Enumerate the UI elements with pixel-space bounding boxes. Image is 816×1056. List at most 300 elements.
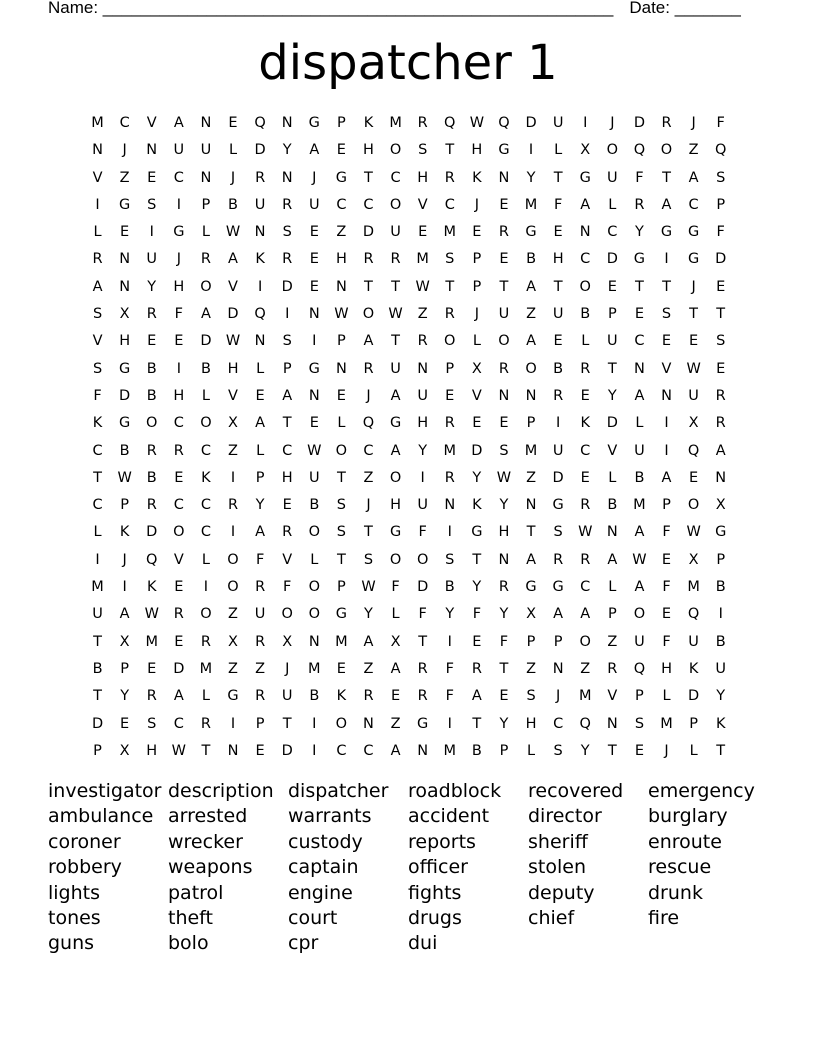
grid-letter: P bbox=[499, 742, 509, 759]
grid-letter: R bbox=[417, 333, 428, 350]
grid-letter: H bbox=[146, 742, 158, 759]
grid-letter: H bbox=[335, 251, 347, 268]
grid-letter: T bbox=[472, 715, 482, 732]
grid-letter: D bbox=[146, 524, 158, 541]
grid-letter: P bbox=[445, 360, 455, 377]
grid-letter: Z bbox=[228, 606, 238, 623]
word-bank-item: fire bbox=[648, 906, 680, 929]
grid-letter: I bbox=[718, 606, 723, 623]
grid-letter: P bbox=[282, 360, 292, 377]
grid-letter: C bbox=[688, 196, 699, 213]
grid-letter: P bbox=[337, 115, 346, 131]
grid-letter: Z bbox=[363, 660, 374, 677]
grid-letter: A bbox=[580, 606, 591, 623]
grid-letter: E bbox=[499, 251, 509, 268]
grid-letter: W bbox=[361, 579, 376, 596]
grid-letter: E bbox=[580, 469, 590, 486]
grid-letter: H bbox=[525, 715, 537, 732]
grid-letter: U bbox=[254, 196, 266, 213]
grid-letter: G bbox=[498, 142, 510, 159]
grid-letter: Y bbox=[445, 606, 455, 623]
grid-letter: H bbox=[471, 142, 483, 159]
grid-letter: G bbox=[525, 224, 537, 241]
grid-letter: C bbox=[363, 442, 374, 459]
grid-letter: J bbox=[691, 278, 696, 295]
grid-letter: T bbox=[93, 633, 102, 650]
grid-letter: P bbox=[255, 469, 265, 486]
grid-letter: L bbox=[201, 688, 210, 705]
grid-letter: G bbox=[525, 579, 537, 596]
grid-letter: M bbox=[524, 442, 538, 459]
grid-letter: Y bbox=[364, 606, 373, 623]
grid-letter: T bbox=[662, 278, 671, 295]
grid-letter: R bbox=[417, 115, 428, 131]
grid-letter: W bbox=[307, 442, 322, 459]
grid-letter: I bbox=[230, 469, 236, 486]
grid-letter: R bbox=[471, 660, 482, 677]
grid-letter: E bbox=[445, 387, 455, 404]
grid-letter: L bbox=[93, 524, 102, 541]
grid-letter: I bbox=[285, 306, 290, 323]
word-search-grid bbox=[84, 110, 734, 765]
grid-letter: H bbox=[498, 524, 510, 541]
grid-letter: W bbox=[686, 360, 701, 377]
grid-letter: O bbox=[416, 551, 429, 568]
grid-letter: F bbox=[662, 633, 671, 650]
grid-letter: L bbox=[608, 469, 617, 486]
grid-letter: M bbox=[633, 497, 646, 514]
grid-letter: S bbox=[716, 333, 726, 350]
grid-letter: N bbox=[254, 224, 266, 241]
grid-letter: O bbox=[308, 606, 320, 623]
grid-letter: C bbox=[363, 742, 374, 759]
grid-letter: P bbox=[662, 497, 671, 514]
grid-letter: R bbox=[282, 196, 293, 213]
grid-letter: U bbox=[417, 387, 428, 404]
grid-letter: N bbox=[715, 469, 727, 486]
grid-letter: R bbox=[444, 469, 455, 486]
grid-letter: S bbox=[92, 306, 103, 323]
grid-letter: A bbox=[228, 251, 238, 268]
grid-letter: S bbox=[282, 224, 292, 241]
word-bank-item: officer bbox=[408, 856, 468, 879]
grid-letter: D bbox=[606, 415, 618, 432]
grid-letter: L bbox=[310, 551, 319, 568]
grid-letter: A bbox=[715, 442, 726, 459]
grid-letter: N bbox=[335, 278, 347, 295]
grid-letter: U bbox=[417, 497, 428, 514]
grid-letter: I bbox=[312, 333, 317, 350]
grid-letter: W bbox=[225, 333, 241, 350]
grid-letter: I bbox=[203, 579, 209, 596]
grid-letter: I bbox=[122, 579, 127, 596]
grid-letter: A bbox=[390, 387, 401, 404]
grid-letter: V bbox=[173, 551, 184, 568]
grid-letter: S bbox=[147, 196, 157, 213]
grid-letter: G bbox=[119, 415, 131, 432]
grid-letter: O bbox=[335, 442, 348, 459]
grid-letter: R bbox=[255, 633, 266, 650]
grid-letter: Y bbox=[580, 742, 590, 759]
grid-letter: Y bbox=[499, 606, 509, 623]
grid-letter: G bbox=[552, 497, 564, 514]
grid-letter: C bbox=[390, 169, 401, 186]
grid-letter: T bbox=[282, 715, 292, 732]
grid-letter: R bbox=[444, 306, 455, 323]
grid-letter: R bbox=[607, 660, 618, 677]
grid-letter: I bbox=[312, 715, 317, 732]
grid-letter: T bbox=[364, 524, 373, 541]
grid-letter: N bbox=[552, 660, 564, 677]
grid-letter: P bbox=[526, 415, 536, 432]
grid-letter: R bbox=[173, 606, 184, 623]
grid-letter: B bbox=[634, 469, 645, 486]
grid-letter: F bbox=[445, 688, 454, 705]
grid-letter: I bbox=[447, 524, 452, 541]
grid-letter: M bbox=[443, 442, 457, 459]
grid-letter: X bbox=[471, 360, 482, 377]
grid-letter: I bbox=[664, 251, 669, 268]
grid-letter: J bbox=[230, 169, 236, 186]
grid-letter: T bbox=[364, 169, 373, 186]
grid-letter: L bbox=[201, 387, 210, 404]
grid-letter: T bbox=[472, 551, 482, 568]
grid-letter: C bbox=[200, 524, 211, 541]
word-bank-item: director bbox=[528, 805, 602, 828]
grid-letter: I bbox=[447, 715, 452, 732]
grid-letter: I bbox=[149, 224, 154, 241]
grid-letter: D bbox=[633, 115, 645, 131]
grid-letter: A bbox=[363, 633, 374, 650]
grid-letter: Z bbox=[228, 442, 238, 459]
grid-letter: S bbox=[92, 360, 103, 377]
grid-letter: V bbox=[607, 688, 618, 705]
grid-letter: C bbox=[200, 497, 211, 514]
grid-letter: E bbox=[147, 333, 157, 350]
grid-letter: E bbox=[661, 606, 672, 623]
grid-letter: H bbox=[227, 360, 239, 377]
grid-letter: R bbox=[146, 497, 157, 514]
grid-letter: Y bbox=[607, 387, 617, 404]
word-bank-item: accident bbox=[408, 805, 490, 828]
grid-letter: P bbox=[120, 660, 130, 677]
grid-letter: F bbox=[283, 579, 292, 596]
word-bank-item: investigator bbox=[48, 780, 162, 802]
grid-letter: M bbox=[91, 579, 104, 596]
grid-letter: G bbox=[335, 606, 348, 623]
grid-letter: I bbox=[95, 551, 100, 568]
grid-letter: S bbox=[553, 524, 563, 541]
grid-letter: A bbox=[471, 688, 482, 705]
grid-letter: P bbox=[716, 551, 726, 568]
grid-letter: B bbox=[309, 497, 320, 514]
grid-letter: A bbox=[390, 742, 401, 759]
grid-letter: U bbox=[634, 442, 645, 459]
grid-letter: J bbox=[474, 306, 479, 323]
grid-letter: E bbox=[147, 169, 157, 186]
grid-letter: D bbox=[525, 115, 537, 131]
grid-letter: Y bbox=[499, 715, 509, 732]
grid-letter: E bbox=[255, 387, 265, 404]
word-bank-item: stolen bbox=[528, 856, 586, 879]
grid-letter: L bbox=[337, 415, 346, 432]
grid-letter: R bbox=[390, 251, 401, 268]
grid-letter: E bbox=[255, 742, 265, 759]
grid-letter: N bbox=[281, 115, 293, 131]
grid-letter: S bbox=[553, 742, 563, 759]
grid-letter: N bbox=[525, 387, 537, 404]
grid-letter: J bbox=[610, 115, 615, 131]
grid-letter: M bbox=[145, 633, 158, 650]
grid-letter: J bbox=[366, 387, 371, 404]
grid-letter: R bbox=[498, 224, 509, 241]
grid-letter: O bbox=[200, 606, 212, 623]
grid-letter: C bbox=[580, 442, 591, 459]
grid-letter: T bbox=[499, 278, 509, 295]
grid-letter: U bbox=[254, 606, 266, 623]
grid-letter: J bbox=[285, 660, 290, 677]
grid-letter: C bbox=[119, 115, 130, 131]
grid-letter: S bbox=[661, 306, 672, 323]
grid-letter: U bbox=[552, 442, 564, 459]
grid-letter: K bbox=[688, 660, 699, 677]
grid-letter: E bbox=[499, 415, 509, 432]
grid-letter: U bbox=[308, 196, 320, 213]
grid-letter: X bbox=[228, 415, 238, 432]
grid-letter: A bbox=[255, 415, 266, 432]
grid-letter: W bbox=[469, 115, 485, 131]
grid-letter: U bbox=[390, 224, 401, 241]
grid-letter: U bbox=[634, 633, 645, 650]
word-bank-item: reports bbox=[408, 830, 476, 853]
grid-letter: P bbox=[607, 306, 617, 323]
grid-letter: N bbox=[335, 360, 347, 377]
grid-letter: A bbox=[526, 333, 536, 350]
grid-letter: F bbox=[255, 551, 265, 568]
grid-letter: X bbox=[715, 497, 726, 514]
grid-letter: O bbox=[579, 633, 591, 650]
word-bank-item: bolo bbox=[168, 932, 209, 955]
grid-letter: I bbox=[230, 715, 236, 732]
grid-letter: Y bbox=[526, 169, 536, 186]
grid-letter: Z bbox=[526, 306, 537, 323]
grid-letter: C bbox=[444, 196, 455, 213]
word-bank-item: sheriff bbox=[528, 830, 588, 853]
grid-letter: N bbox=[281, 169, 293, 186]
grid-letter: F bbox=[499, 633, 509, 650]
grid-letter: U bbox=[390, 360, 401, 377]
grid-letter: V bbox=[146, 115, 157, 131]
grid-letter: P bbox=[337, 579, 346, 596]
grid-letter: M bbox=[308, 660, 321, 677]
grid-letter: E bbox=[418, 224, 428, 241]
grid-letter: E bbox=[120, 224, 130, 241]
grid-letter: I bbox=[556, 415, 561, 432]
grid-letter: N bbox=[200, 169, 212, 186]
grid-letter: S bbox=[363, 551, 374, 568]
grid-letter: I bbox=[176, 196, 181, 213]
grid-letter: T bbox=[93, 688, 102, 705]
grid-letter: O bbox=[335, 715, 348, 732]
grid-letter: G bbox=[335, 169, 348, 186]
grid-letter: P bbox=[716, 196, 726, 213]
grid-letter: L bbox=[93, 224, 102, 241]
word-bank-item: warrants bbox=[288, 805, 372, 828]
grid-letter: E bbox=[553, 224, 563, 241]
grid-letter: H bbox=[363, 142, 374, 159]
grid-letter: I bbox=[257, 278, 263, 295]
grid-letter: S bbox=[147, 715, 157, 732]
grid-letter: M bbox=[335, 633, 348, 650]
grid-letter: X bbox=[228, 633, 238, 650]
grid-letter: U bbox=[92, 606, 103, 623]
grid-letter: E bbox=[580, 387, 590, 404]
grid-letter: R bbox=[282, 251, 293, 268]
grid-letter: D bbox=[227, 306, 239, 323]
grid-letter: N bbox=[498, 169, 510, 186]
grid-letter: R bbox=[580, 360, 591, 377]
grid-letter: X bbox=[119, 306, 130, 323]
grid-letter: L bbox=[228, 142, 238, 159]
grid-letter: G bbox=[227, 688, 239, 705]
grid-letter: W bbox=[415, 278, 430, 295]
grid-letter: F bbox=[662, 524, 671, 541]
grid-letter: B bbox=[146, 469, 157, 486]
grid-letter: G bbox=[119, 360, 131, 377]
grid-letter: I bbox=[312, 742, 317, 759]
grid-letter: G bbox=[471, 524, 483, 541]
grid-letter: N bbox=[119, 278, 131, 295]
grid-letter: K bbox=[255, 251, 265, 268]
grid-letter: M bbox=[524, 196, 538, 213]
grid-letter: N bbox=[498, 387, 510, 404]
grid-letter: K bbox=[363, 115, 374, 131]
name-field-label: Name: ______________________________________________________ bbox=[48, 0, 614, 17]
grid-letter: U bbox=[688, 633, 699, 650]
grid-letter: H bbox=[119, 333, 131, 350]
grid-letter: E bbox=[499, 688, 509, 705]
grid-letter: M bbox=[687, 579, 700, 596]
grid-letter: O bbox=[146, 415, 158, 432]
grid-letter: L bbox=[554, 142, 563, 159]
grid-letter: Q bbox=[633, 660, 646, 677]
grid-letter: O bbox=[308, 579, 320, 596]
grid-letter: W bbox=[144, 606, 159, 623]
grid-letter: A bbox=[390, 442, 401, 459]
word-bank-item: weapons bbox=[168, 856, 253, 879]
grid-letter: P bbox=[201, 196, 211, 213]
grid-letter: A bbox=[92, 278, 103, 295]
word-bank-item: recovered bbox=[528, 780, 624, 802]
grid-letter: Z bbox=[688, 142, 699, 159]
grid-letter: T bbox=[526, 524, 536, 541]
grid-letter: W bbox=[632, 551, 647, 568]
grid-letter: S bbox=[526, 688, 536, 705]
grid-letter: G bbox=[633, 251, 646, 268]
grid-letter: Z bbox=[363, 469, 374, 486]
grid-letter: C bbox=[580, 251, 591, 268]
grid-letter: J bbox=[312, 169, 317, 186]
grid-letter: N bbox=[417, 742, 429, 759]
grid-letter: C bbox=[634, 333, 645, 350]
grid-letter: G bbox=[308, 115, 320, 131]
grid-letter: T bbox=[364, 278, 373, 295]
grid-letter: O bbox=[389, 142, 402, 159]
grid-letter: V bbox=[282, 551, 293, 568]
grid-letter: N bbox=[606, 715, 618, 732]
grid-letter: W bbox=[117, 469, 132, 486]
grid-letter: F bbox=[472, 606, 482, 623]
grid-letter: L bbox=[201, 551, 210, 568]
grid-letter: P bbox=[689, 715, 698, 732]
grid-letter: A bbox=[580, 196, 591, 213]
grid-letter: E bbox=[553, 333, 563, 350]
grid-letter: R bbox=[282, 524, 293, 541]
grid-letter: D bbox=[715, 251, 727, 268]
grid-letter: J bbox=[664, 742, 669, 759]
grid-letter: M bbox=[443, 742, 457, 759]
grid-letter: R bbox=[227, 497, 239, 514]
grid-letter: E bbox=[472, 415, 482, 432]
grid-letter: G bbox=[389, 524, 402, 541]
date-field-label: Date: _______ bbox=[629, 0, 741, 17]
grid-letter: E bbox=[174, 469, 184, 486]
word-bank-item: theft bbox=[168, 906, 213, 929]
grid-letter: C bbox=[580, 579, 591, 596]
grid-letter: A bbox=[173, 688, 184, 705]
grid-letter: J bbox=[474, 196, 479, 213]
grid-letter: C bbox=[173, 169, 184, 186]
grid-letter: T bbox=[336, 551, 346, 568]
grid-letter: K bbox=[580, 415, 590, 432]
grid-letter: W bbox=[334, 306, 349, 323]
grid-letter: O bbox=[633, 606, 646, 623]
grid-letter: U bbox=[688, 387, 699, 404]
grid-letter: T bbox=[634, 278, 644, 295]
grid-letter: B bbox=[471, 742, 482, 759]
grid-letter: A bbox=[688, 169, 699, 186]
grid-letter: E bbox=[716, 360, 726, 377]
grid-letter: G bbox=[660, 224, 673, 241]
grid-letter: R bbox=[498, 360, 509, 377]
grid-letter: Q bbox=[146, 551, 158, 568]
grid-letter: C bbox=[92, 442, 103, 459]
grid-letter: V bbox=[228, 387, 238, 404]
grid-letter: H bbox=[390, 497, 402, 514]
grid-letter: F bbox=[418, 606, 427, 623]
grid-letter: Z bbox=[526, 469, 537, 486]
grid-letter: C bbox=[363, 196, 374, 213]
grid-letter: R bbox=[146, 442, 157, 459]
grid-letter: T bbox=[391, 278, 400, 295]
header-line bbox=[48, 0, 748, 18]
grid-letter: N bbox=[254, 333, 266, 350]
grid-letter: K bbox=[715, 715, 726, 732]
grid-letter: A bbox=[661, 196, 672, 213]
grid-letter: D bbox=[173, 660, 185, 677]
grid-letter: W bbox=[686, 524, 701, 541]
word-bank-item: enroute bbox=[648, 830, 722, 853]
grid-letter: D bbox=[552, 469, 564, 486]
grid-letter: T bbox=[607, 742, 617, 759]
grid-letter: N bbox=[308, 387, 320, 404]
grid-letter: M bbox=[199, 660, 213, 677]
grid-letter: W bbox=[225, 224, 241, 241]
grid-letter: E bbox=[499, 196, 509, 213]
word-bank-item: court bbox=[288, 906, 338, 929]
grid-letter: F bbox=[93, 387, 102, 404]
grid-letter: R bbox=[146, 688, 157, 705]
